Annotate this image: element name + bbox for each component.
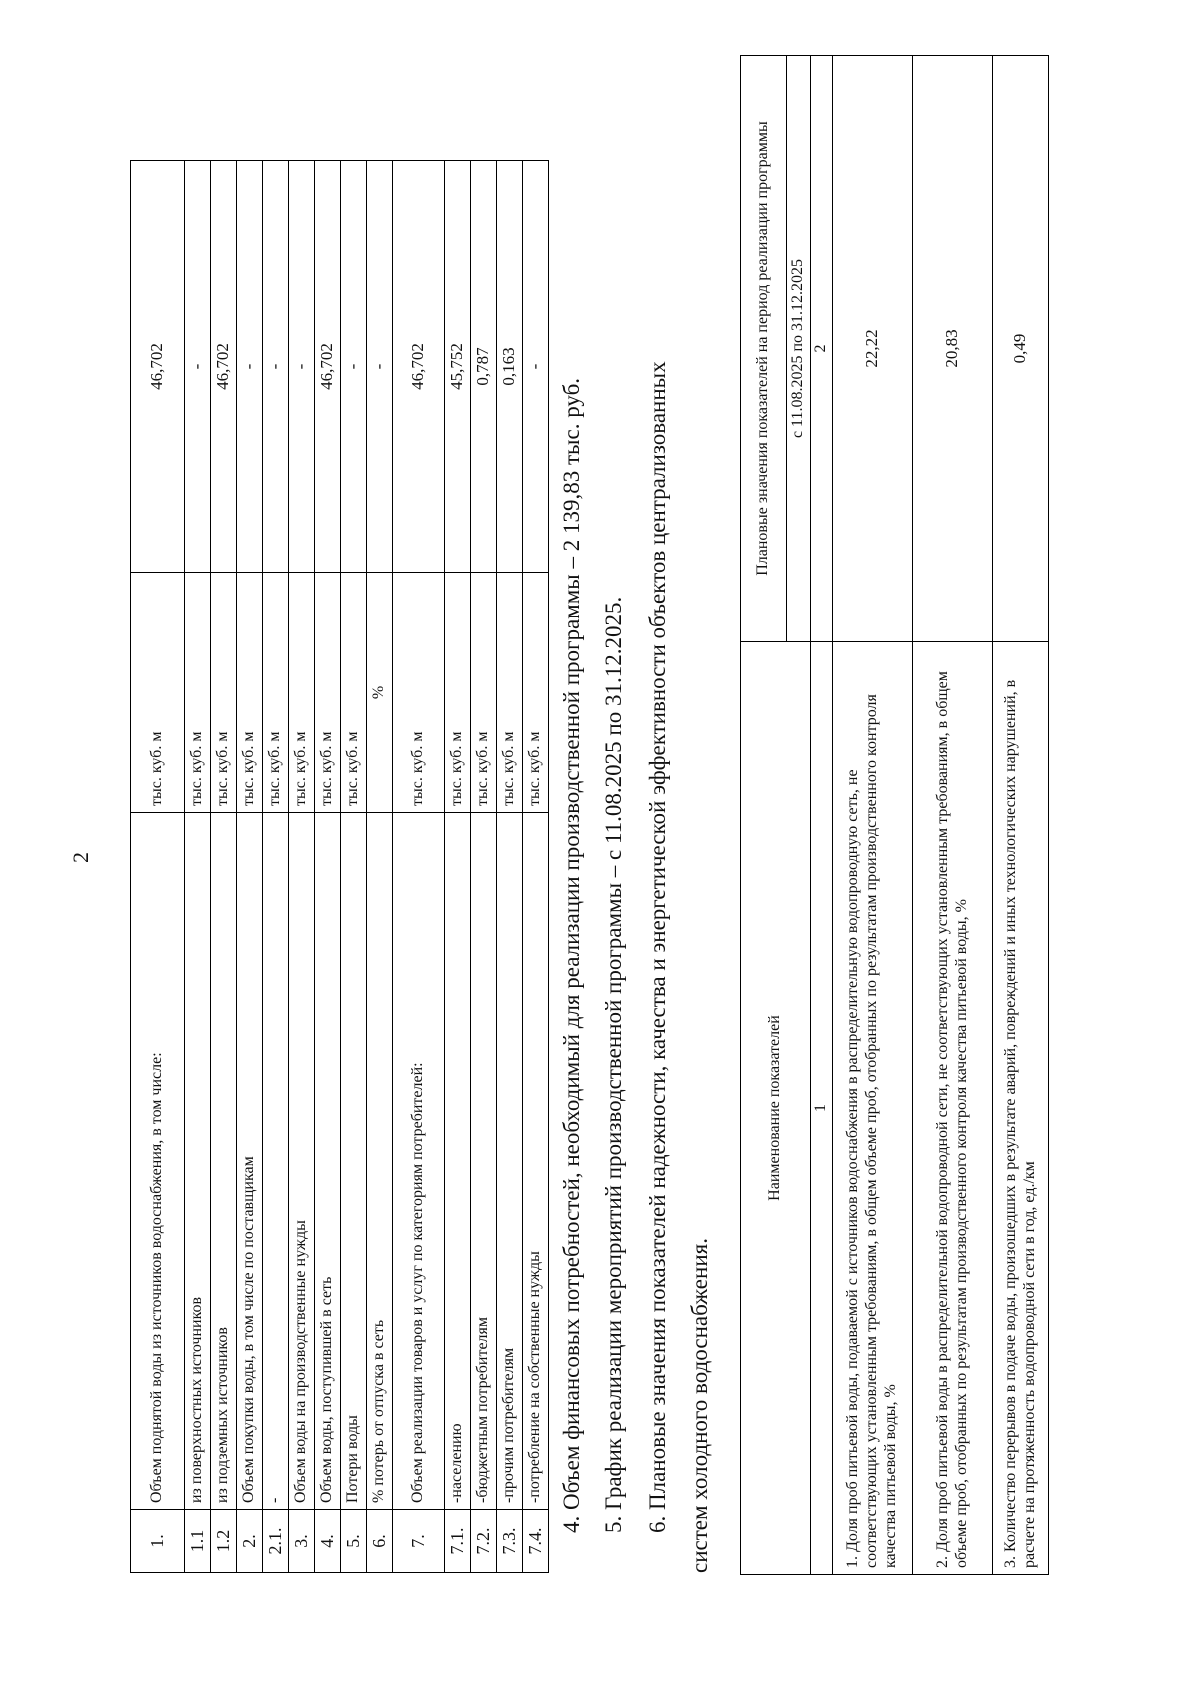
row-number: 1.1 <box>185 1510 211 1573</box>
row-value: 0,787 <box>471 161 497 573</box>
row-number: 3. <box>289 1510 315 1573</box>
row-unit: тыс. куб. м <box>315 573 341 813</box>
row-name: Объем реализации товаров и услуг по категориям потребителей: <box>393 813 445 1510</box>
water-volume-table <box>130 160 549 1573</box>
indicator-value: 22,22 <box>833 56 913 642</box>
row-name: Объем покупки воды, в том числе по поставщикам <box>237 813 263 1510</box>
paragraph-indicators-line2: систем холодного водоснабжения. <box>687 1238 712 1573</box>
table-row <box>497 161 523 1573</box>
paragraph-indicators-line1: 6. Плановые значения показателей надежности, качества и энергетической эффективности объектов централизованных <box>645 361 670 1533</box>
row-value: 46,702 <box>131 161 185 573</box>
row-unit: тыс. куб. м <box>131 573 185 813</box>
table-row <box>445 161 471 1573</box>
row-number: 7.1. <box>445 1510 471 1573</box>
row-unit: тыс. куб. м <box>445 573 471 813</box>
row-name: -потребление на собственные нужды <box>523 813 549 1510</box>
column-number-2: 2 <box>811 56 833 642</box>
row-unit: % <box>367 573 393 813</box>
row-number: 6. <box>367 1510 393 1573</box>
table-row <box>315 161 341 1573</box>
period-header: с 11.08.2025 по 31.12.2025 <box>787 56 811 642</box>
row-value: - <box>263 161 289 573</box>
row-name: Объем воды на производственные нужды <box>289 813 315 1510</box>
paragraph-financial-needs: 4. Объем финансовых потребностей, необходимый для реализации производственной программы – 2 139,83 тыс. руб. <box>559 377 584 1533</box>
row-value: 46,702 <box>393 161 445 573</box>
indicator-value: 20,83 <box>913 56 993 642</box>
row-name: - <box>263 813 289 1510</box>
row-unit: тыс. куб. м <box>393 573 445 813</box>
header-row <box>741 56 787 1575</box>
indicator-name: 1. Доля проб питьевой воды, подаваемой с источников водоснабжения в распределительную водопроводную сеть, не соответствующих установленным требованиям, в общем объеме проб, отобранных по результатам производственного контроля качества питьевой воды, % <box>833 642 913 1575</box>
row-unit: тыс. куб. м <box>237 573 263 813</box>
row-value: 45,752 <box>445 161 471 573</box>
table-row <box>913 56 993 1575</box>
table-row <box>471 161 497 1573</box>
row-unit: тыс. куб. м <box>497 573 523 813</box>
table-row <box>341 161 367 1573</box>
row-value: - <box>523 161 549 573</box>
column-number-row <box>811 56 833 1575</box>
indicator-name-header: Наименование показателей <box>741 642 811 1575</box>
row-value: 0,163 <box>497 161 523 573</box>
row-number: 7.4. <box>523 1510 549 1573</box>
row-number: 2.1. <box>263 1510 289 1573</box>
row-name: % потерь от отпуска в сеть <box>367 813 393 1510</box>
table-row <box>289 161 315 1573</box>
row-number: 4. <box>315 1510 341 1573</box>
row-number: 7. <box>393 1510 445 1573</box>
table-row <box>523 161 549 1573</box>
planned-values-header: Плановые значения показателей на период реализации программы <box>741 56 787 642</box>
row-number: 1.2 <box>211 1510 237 1573</box>
row-unit: тыс. куб. м <box>341 573 367 813</box>
paragraph-schedule: 5. График реализации мероприятий производственной программы – с 11.08.2025 по 31.12.2025. <box>601 596 626 1533</box>
row-name: Объем поднятой воды из источников водоснабжения, в том числе: <box>131 813 185 1510</box>
row-number: 1. <box>131 1510 185 1573</box>
row-unit: тыс. куб. м <box>211 573 237 813</box>
table-row <box>833 56 913 1575</box>
table-row <box>131 161 185 1573</box>
row-name: -бюджетным потребителям <box>471 813 497 1510</box>
indicator-value: 0,49 <box>993 56 1049 642</box>
table-row <box>237 161 263 1573</box>
row-value: 46,702 <box>211 161 237 573</box>
row-name: из подземных источников <box>211 813 237 1510</box>
table-row <box>185 161 211 1573</box>
row-unit: тыс. куб. м <box>471 573 497 813</box>
row-value: - <box>341 161 367 573</box>
table-row <box>993 56 1049 1575</box>
row-value: - <box>237 161 263 573</box>
row-unit: тыс. куб. м <box>263 573 289 813</box>
row-unit: тыс. куб. м <box>185 573 211 813</box>
table-row <box>367 161 393 1573</box>
row-value: 46,702 <box>315 161 341 573</box>
row-value: - <box>367 161 393 573</box>
table-row <box>393 161 445 1573</box>
row-name: -прочим потребителям <box>497 813 523 1510</box>
row-unit: тыс. куб. м <box>523 573 549 813</box>
indicators-table <box>740 55 1049 1575</box>
row-name: Объем воды, поступившей в сеть <box>315 813 341 1510</box>
indicator-name: 3. Количество перерывов в подаче воды, произошедших в результате аварий, повреждений и иных технологических нарушений, в расчете на протяженность водопроводной сети в год, ед./км <box>993 642 1049 1575</box>
column-number-1: 1 <box>811 642 833 1575</box>
table-row <box>263 161 289 1573</box>
row-value: - <box>185 161 211 573</box>
row-name: -населению <box>445 813 471 1510</box>
row-name: из поверхностных источников <box>185 813 211 1510</box>
row-number: 5. <box>341 1510 367 1573</box>
row-number: 2. <box>237 1510 263 1573</box>
row-name: Потери воды <box>341 813 367 1510</box>
row-number: 7.3. <box>497 1510 523 1573</box>
indicator-name: 2. Доля проб питьевой воды в распределительной водопроводной сети, не соответствующих установленным требованиям, в общем объеме проб, отобранных по результатам производственного контроля качества питьевой воды, % <box>913 642 993 1575</box>
table-row <box>211 161 237 1573</box>
row-unit: тыс. куб. м <box>289 573 315 813</box>
page-number: 2 <box>68 852 93 863</box>
row-value: - <box>289 161 315 573</box>
row-number: 7.2. <box>471 1510 497 1573</box>
